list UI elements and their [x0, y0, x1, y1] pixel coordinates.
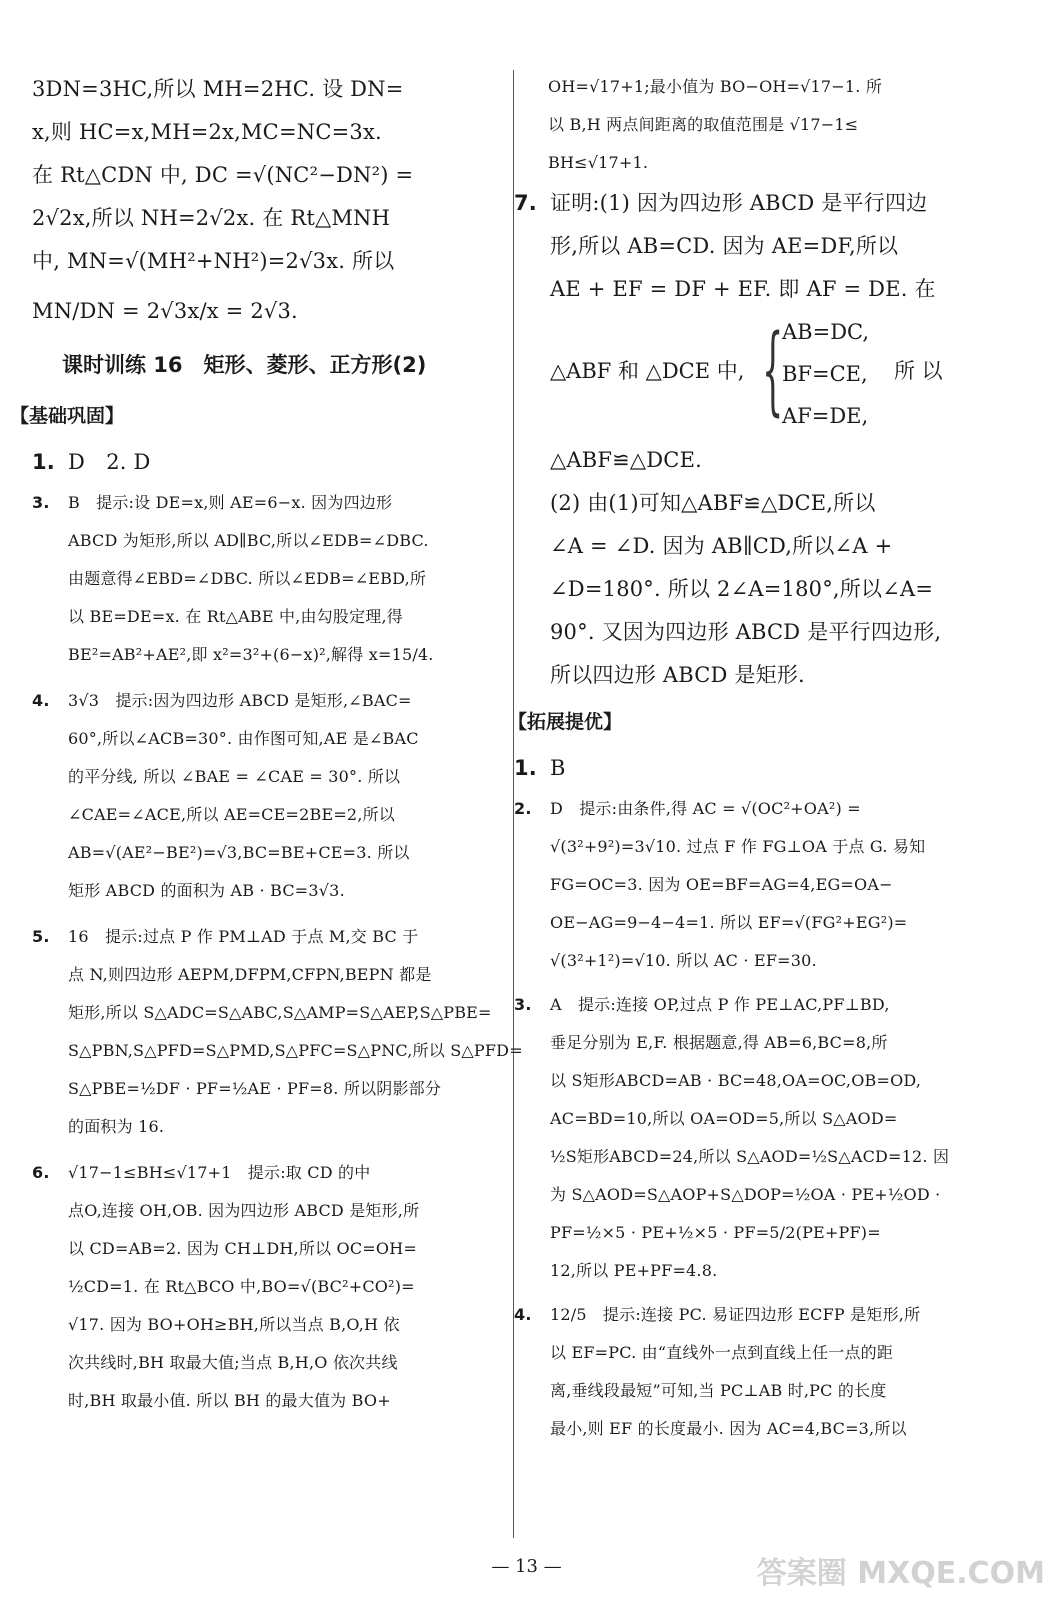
text-line: AB=√(AE²−BE²)=√3,BC=BE+CE=3. 所以 [68, 843, 410, 862]
text-line: 3DN=3HC,所以 MH=2HC. 设 DN= [32, 77, 404, 101]
question-number: 7. [514, 191, 537, 215]
text-line: 形,所以 AB=CD. 因为 AE=DF,所以 [550, 234, 899, 258]
text-line: ∠A = ∠D. 因为 AB∥CD,所以∠A + [550, 534, 893, 558]
brace-icon: { [762, 314, 784, 426]
text-line: BE²=AB²+AE²,即 x²=3²+(6−x)²,解得 x=15/4. [68, 645, 434, 664]
text-line: √(3²+9²)=3√10. 过点 F 作 FG⊥OA 于点 G. 易知 [550, 837, 926, 856]
right-column [508, 68, 988, 1448]
text-line: (2) 由(1)可知△ABF≌△DCE,所以 [550, 491, 876, 515]
text-line: 证明:(1) 因为四边形 ABCD 是平行四边 [550, 191, 928, 215]
text-line: 矩形 ABCD 的面积为 AB · BC=3√3. [68, 881, 345, 900]
watermark-logo: 答案圈 MXQE.COM [756, 1556, 1045, 1591]
text-line: ABCD 为矩形,所以 AD∥BC,所以∠EDB=∠DBC. [68, 531, 429, 550]
text-line: FG=OC=3. 因为 OE=BF=AG=4,EG=OA− [550, 875, 893, 894]
text-line: 以 CD=AB=2. 因为 CH⊥DH,所以 OC=OH= [68, 1239, 417, 1258]
text-line: 2√2x,所以 NH=2√2x. 在 Rt△MNH [32, 206, 391, 230]
condition-line: BF=CE, [782, 362, 868, 386]
text-line: 的平分线, 所以 ∠BAE = ∠CAE = 30°. 所以 [68, 767, 401, 786]
text-line: ∠D=180°. 所以 2∠A=180°,所以∠A= [550, 577, 934, 601]
text-line: 为 S△AOD=S△AOP+S△DOP=½OA · PE+½OD · [550, 1185, 941, 1204]
answer-p1 [514, 747, 988, 790]
answer-q3 [32, 484, 492, 674]
text-line: 离,垂线段最短”可知,当 PC⊥AB 时,PC 的长度 [550, 1381, 887, 1400]
question-number: 4. [514, 1305, 532, 1324]
question-number: 5. [32, 927, 50, 946]
text-line: √17. 因为 BO+OH≥BH,所以当点 B,O,H 依 [68, 1315, 400, 1334]
answer-q1 [32, 441, 492, 484]
text-line: PF=½×5 · PE+½×5 · PF=5/2(PE+PF)= [550, 1223, 881, 1242]
text-line: 次共线时,BH 取最大值;当点 B,H,O 依次共线 [68, 1353, 398, 1372]
text-line: ½CD=1. 在 Rt△BCO 中,BO=√(BC²+CO²)= [68, 1277, 415, 1296]
text-line: 由题意得∠EBD=∠DBC. 所以∠EDB=∠EBD,所 [68, 569, 427, 588]
condition-line: AF=DE, [782, 404, 869, 428]
text-line: 以 BE=DE=x. 在 Rt△ABE 中,由勾股定理,得 [68, 607, 403, 626]
text-line: AE + EF = DF + EF. 即 AF = DE. 在 [550, 277, 936, 301]
sub-heading-basic: 【基础巩固】 [10, 405, 125, 427]
text-line: 16 提示:过点 P 作 PM⊥AD 于点 M,交 BC 于 [68, 927, 419, 946]
text-line: 90°. 又因为四边形 ABCD 是平行四边形, [550, 620, 942, 644]
q-prev-continuation [32, 68, 492, 339]
text-line: 以 S矩形ABCD=AB · BC=48,OA=OC,OB=OD, [550, 1071, 922, 1090]
brace-left-text: △ABF 和 △DCE 中, [550, 359, 745, 383]
answer-text: D 2. D [68, 450, 151, 474]
brace-right-text: 所 以 [894, 359, 943, 383]
question-number: 3. [32, 493, 50, 512]
text-line: 60°,所以∠ACB=30°. 由作图可知,AE 是∠BAC [68, 729, 419, 748]
text-line: OH=√17+1;最小值为 BO−OH=√17−1. 所 [548, 77, 883, 96]
answer-q4 [32, 682, 492, 910]
text-line: 中, MN=√(MH²+NH²)=2√3x. 所以 [32, 249, 395, 273]
text-line: △ABF≌△DCE. [550, 448, 702, 472]
section-title: 课时训练 16 矩形、菱形、正方形(2) [62, 353, 427, 377]
text-line: 12,所以 PE+PF=4.8. [550, 1261, 718, 1280]
text-line: BH≤√17+1. [548, 153, 649, 172]
condition-line: AB=DC, [782, 320, 870, 344]
text-line: 12/5 提示:连接 PC. 易证四边形 ECFP 是矩形,所 [550, 1305, 921, 1324]
text-line: 3√3 提示:因为四边形 ABCD 是矩形,∠BAC= [68, 691, 412, 710]
answer-q6-continued [548, 68, 988, 182]
text-line: D 提示:由条件,得 AC = √(OC²+OA²) = [550, 799, 861, 818]
text-line: 的面积为 16. [68, 1117, 165, 1136]
text-line: 垂足分别为 E,F. 根据题意,得 AB=6,BC=8,所 [550, 1033, 888, 1052]
left-column [10, 68, 523, 1420]
sub-heading-extend: 【拓展提优】 [508, 711, 623, 733]
text-line: 点 N,则四边形 AEPM,DFPM,CFPN,BEPN 都是 [68, 965, 432, 984]
text-line: 时,BH 取最小值. 所以 BH 的最大值为 BO+ [68, 1391, 391, 1410]
congruence-brace-block [514, 311, 988, 439]
question-number: 2. [514, 799, 532, 818]
page-number: — 13 — [491, 1556, 562, 1577]
text-line: √(3²+1²)=√10. 所以 AC · EF=30. [550, 951, 817, 970]
text-line: 以 EF=PC. 由“直线外一点到直线上任一点的距 [550, 1343, 894, 1362]
answer-text: B [550, 756, 566, 780]
question-number: 3. [514, 995, 532, 1014]
text-line: S△PBN,S△PFD=S△PMD,S△PFC=S△PNC,所以 S△PFD= [68, 1041, 523, 1060]
answer-q6 [32, 1154, 492, 1420]
text-line: S△PBE=½DF · PF=½AE · PF=8. 所以阴影部分 [68, 1079, 442, 1098]
text-line: OE−AG=9−4−4=1. 所以 EF=√(FG²+EG²)= [550, 913, 908, 932]
text-line: B 提示:设 DE=x,则 AE=6−x. 因为四边形 [68, 493, 393, 512]
fraction-result: MN/DN = 2√3x/x = 2√3. [32, 299, 298, 323]
answer-q5 [32, 918, 523, 1146]
brace-conditions [782, 311, 869, 437]
answer-q7 [514, 182, 988, 697]
answer-p2 [514, 790, 988, 980]
answer-p3 [514, 986, 988, 1290]
text-line: 最小,则 EF 的长度最小. 因为 AC=4,BC=3,所以 [550, 1419, 907, 1438]
answer-p4 [514, 1296, 988, 1448]
text-line: 所以四边形 ABCD 是矩形. [550, 663, 805, 687]
text-line: ½S矩形ABCD=24,所以 S△AOD=½S△ACD=12. 因 [550, 1147, 950, 1166]
question-number: 6. [32, 1163, 50, 1182]
text-line: 以 B,H 两点间距离的取值范围是 √17−1≤ [548, 115, 859, 134]
text-line: ∠CAE=∠ACE,所以 AE=CE=2BE=2,所以 [68, 805, 396, 824]
question-number: 4. [32, 691, 50, 710]
text-line: A 提示:连接 OP,过点 P 作 PE⊥AC,PF⊥BD, [550, 995, 890, 1014]
text-line: √17−1≤BH≤√17+1 提示:取 CD 的中 [68, 1163, 371, 1182]
extend-answers [514, 747, 988, 1448]
text-line: 矩形,所以 S△ADC=S△ABC,S△AMP=S△AEP,S△PBE= [68, 1003, 492, 1022]
question-number: 1. [514, 756, 537, 780]
text-line: AC=BD=10,所以 OA=OD=5,所以 S△AOD= [550, 1109, 898, 1128]
question-number: 1. [32, 450, 55, 474]
text-line: x,则 HC=x,MH=2x,MC=NC=3x. [32, 120, 382, 144]
text-line: 在 Rt△CDN 中, DC =√(NC²−DN²) = [32, 163, 414, 187]
text-line: 点O,连接 OH,OB. 因为四边形 ABCD 是矩形,所 [68, 1201, 420, 1220]
